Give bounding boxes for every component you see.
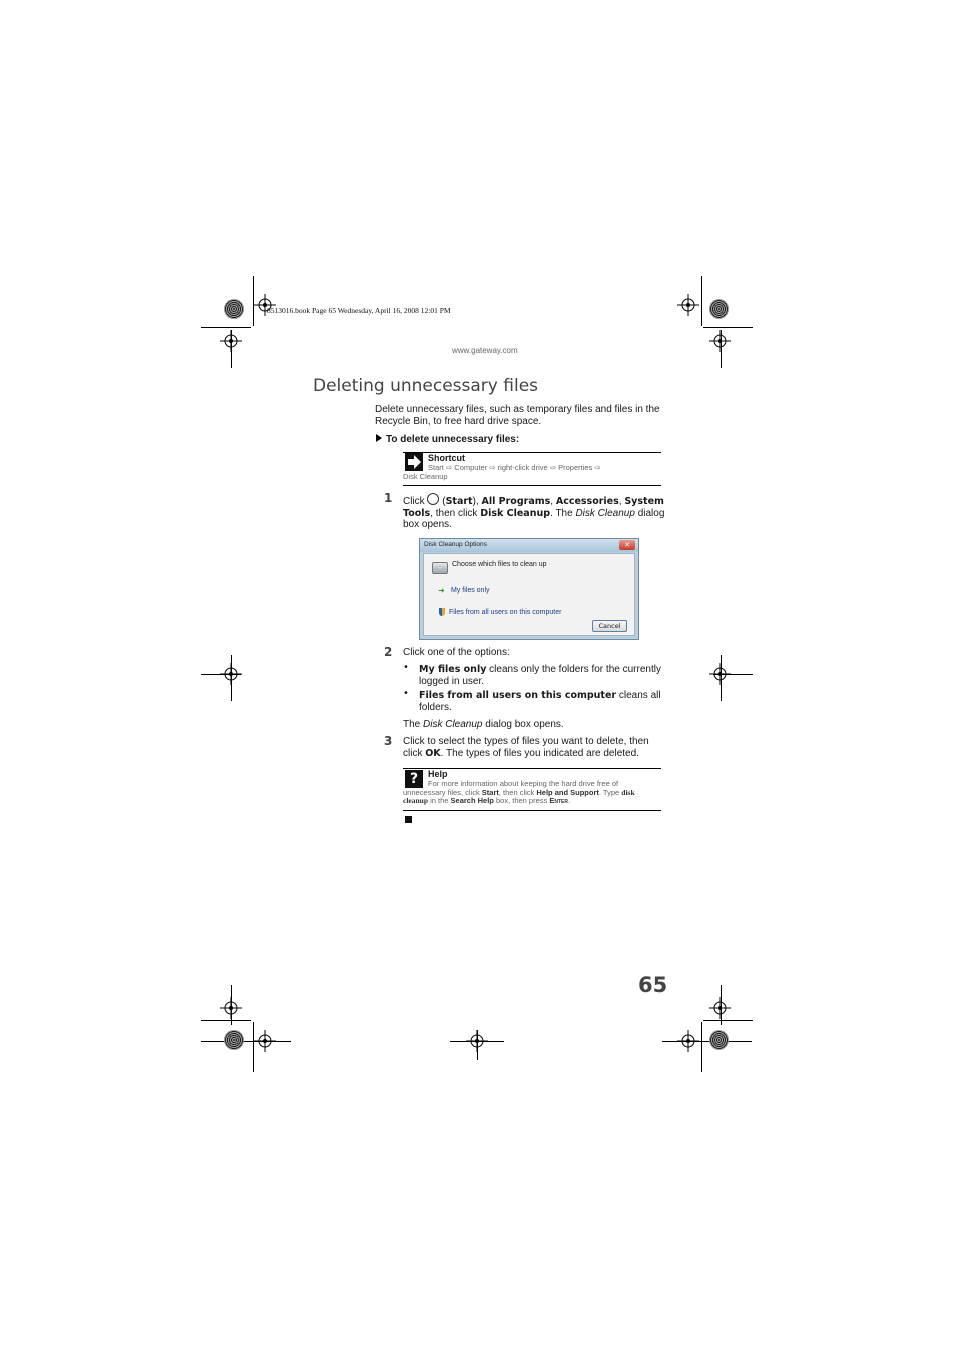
windows-start-icon [427, 493, 439, 505]
step-number: 3 [384, 734, 393, 748]
intro-paragraph: Delete unnecessary files, such as temporary files and files in the Recycle Bin, to free hard drive space. [375, 404, 660, 427]
procedure-heading: To delete unnecessary files: [376, 434, 519, 445]
section-title: Deleting unnecessary files [313, 376, 539, 396]
cancel-button[interactable]: Cancel [592, 620, 627, 632]
shortcut-title: Shortcut [428, 453, 465, 463]
bullet-all-users: Files from all users on this computer cleans all folders. [419, 690, 661, 713]
end-of-section-mark [405, 816, 412, 823]
registration-target-icon [677, 294, 699, 316]
website-url: www.gateway.com [452, 346, 518, 355]
close-button[interactable]: ✕ [619, 540, 635, 550]
green-arrow-icon: ➜ [438, 586, 445, 595]
color-dial-icon [224, 1030, 244, 1050]
shortcut-arrow-icon [405, 453, 423, 471]
step-2-result: The Disk Cleanup dialog box opens. [403, 719, 564, 730]
step-2-text: Click one of the options: [403, 647, 510, 658]
shield-icon [439, 608, 445, 616]
file-header: 8513016.book Page 65 Wednesday, April 16, 2008 12:01 PM [267, 306, 451, 315]
bullet-icon: • [403, 688, 409, 699]
step-3-text: Click to select the types of files you want to delete, then click OK. The types of files you indicated are deleted. [403, 736, 649, 759]
registration-target-icon [709, 997, 731, 1019]
shortcut-path-end: Disk Cleanup [403, 472, 448, 481]
color-dial-icon [709, 299, 729, 319]
procedure-arrow-icon [376, 434, 382, 442]
help-text: For more information about keeping the hard drive free of unnecessary files, click Start, then click Help and Support. Type disk cleanup in the Search Help box, then press Enter. [403, 779, 635, 805]
color-dial-icon [224, 299, 244, 319]
step-1-text: Click (Start), All Programs, Accessories, System Tools, then click Disk Cleanup. The Disk Cleanup dialog box opens. [403, 493, 665, 531]
help-bottom-rule [403, 810, 661, 811]
help-question-icon: ? [405, 770, 423, 788]
registration-target-icon [709, 330, 731, 352]
dialog-heading: Choose which files to clean up [452, 561, 547, 568]
step-number: 1 [384, 491, 393, 505]
dialog-title: Disk Cleanup Options [424, 541, 487, 548]
option-all-users[interactable]: Files from all users on this computer [449, 609, 562, 616]
page-number: 65 [638, 973, 668, 997]
option-my-files-only[interactable]: My files only [451, 587, 490, 594]
bullet-my-files: My files only cleans only the folders for the currently logged in user. [419, 664, 661, 687]
cleanup-icon [432, 562, 448, 574]
shortcut-bottom-rule [403, 485, 661, 486]
disk-cleanup-dialog [419, 538, 639, 640]
shortcut-path: Start ⇨ Computer ⇨ right-click drive ⇨ Properties ⇨ [428, 463, 601, 472]
color-dial-icon [709, 1030, 729, 1050]
dialog-client [423, 553, 635, 636]
bullet-icon: • [403, 662, 409, 673]
help-title: Help [428, 769, 448, 779]
step-number: 2 [384, 645, 393, 659]
